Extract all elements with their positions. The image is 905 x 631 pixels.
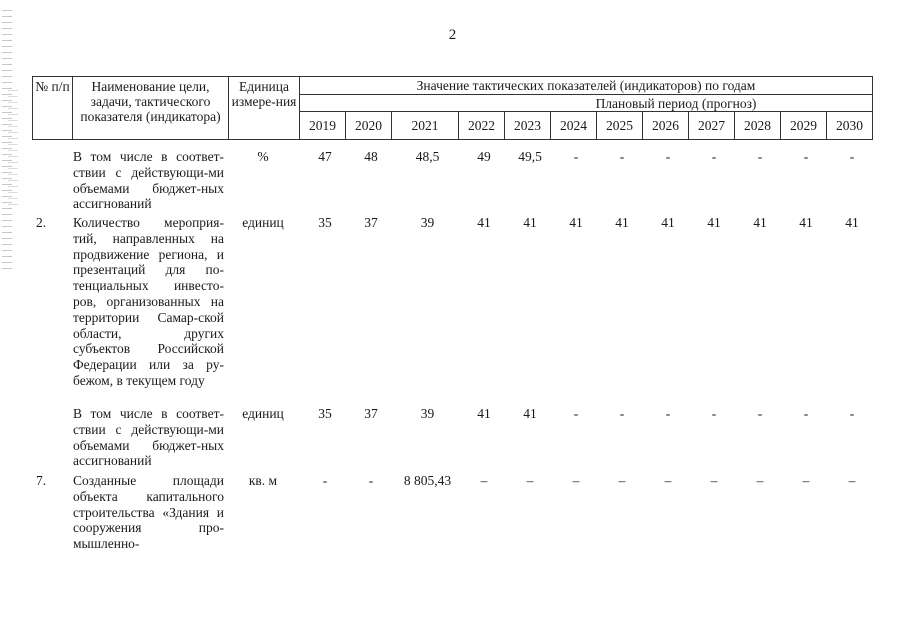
year-value: – (526, 473, 534, 488)
year-value: 39 (420, 406, 435, 421)
unit-of-measure: единиц (242, 406, 284, 421)
year-value: 41 (615, 215, 629, 230)
row-number: 7. (36, 473, 47, 488)
year-value: - (803, 406, 809, 421)
year-value: 49,5 (518, 149, 542, 164)
unit-of-measure: единиц (242, 215, 284, 230)
indicator-name: В том числе в соответ-ствии с действующи-ми объемами бюджет-ных ассигнований (73, 406, 224, 469)
header-year: 2028 (735, 112, 781, 140)
header-year: 2027 (689, 112, 735, 140)
year-value: - (665, 406, 671, 421)
year-value: – (756, 473, 764, 488)
indicator-name: Количество мероприя-тий, направленных на продвижение региона, и презентаций для по-тенциальных инвесто-ров, организованных на территории Самар-ской области, других субъектов Российской Федерации или за ру-бежом, в текущем году (73, 215, 224, 388)
year-value: 39 (420, 215, 435, 230)
year-value: - (322, 473, 328, 488)
header-year: 2026 (643, 112, 689, 140)
year-value: 35 (318, 215, 332, 230)
year-value: - (757, 406, 763, 421)
header-plan-period: Плановый период (прогноз) (300, 95, 873, 112)
indicator-name: В том числе в соответ-ствии с действующи-ми объемами бюджет-ных ассигнований (73, 149, 224, 212)
year-value: - (849, 406, 855, 421)
year-value: 48 (364, 149, 378, 164)
header-year: 2030 (827, 112, 873, 140)
header-year: 2024 (551, 112, 597, 140)
unit-of-measure: кв. м (248, 473, 278, 488)
year-value: - (803, 149, 809, 164)
year-value: 41 (523, 406, 537, 421)
year-value: - (368, 473, 374, 488)
scan-artifact (8, 90, 18, 210)
header-number: № п/п (33, 77, 73, 140)
year-value: 49 (477, 149, 491, 164)
year-value: 41 (799, 215, 813, 230)
header-year: 2019 (300, 112, 346, 140)
year-value: - (711, 406, 717, 421)
year-value: - (711, 149, 717, 164)
header-year: 2029 (781, 112, 827, 140)
year-value: 35 (318, 406, 332, 421)
year-value: - (665, 149, 671, 164)
header-year: 2022 (459, 112, 505, 140)
row-number: 2. (36, 215, 47, 230)
year-value: - (849, 149, 855, 164)
header-year: 2021 (392, 112, 459, 140)
header-name: Наименование цели, задачи, тактического показателя (индикатора) (73, 77, 229, 140)
year-value: - (619, 149, 625, 164)
year-value: 41 (477, 215, 491, 230)
year-value: – (802, 473, 810, 488)
header-unit: Единица измере-ния (229, 77, 300, 140)
year-value: – (618, 473, 626, 488)
header-year: 2023 (505, 112, 551, 140)
year-value: 41 (753, 215, 767, 230)
year-value: 48,5 (415, 149, 440, 164)
header-values: Значение тактических показателей (индикаторов) по годам (300, 77, 873, 95)
year-value: – (480, 473, 488, 488)
year-value: 41 (569, 215, 583, 230)
header-year: 2025 (597, 112, 643, 140)
year-value: 8 805,43 (403, 473, 452, 488)
page-number: 2 (448, 27, 457, 43)
year-value: – (572, 473, 580, 488)
year-value: - (619, 406, 625, 421)
indicator-name: Созданные площади объекта капитального строительства «Здания и сооружения про-мышленно- (73, 473, 224, 552)
year-value: - (573, 149, 579, 164)
header-year: 2020 (346, 112, 392, 140)
year-value: 37 (364, 215, 378, 230)
year-value: - (573, 406, 579, 421)
year-value: 41 (661, 215, 675, 230)
year-value: 37 (364, 406, 378, 421)
indicator-table-header (32, 76, 873, 140)
year-value: 41 (477, 406, 491, 421)
year-value: 41 (845, 215, 859, 230)
unit-of-measure: % (257, 149, 269, 164)
year-value: 41 (523, 215, 537, 230)
year-value: – (664, 473, 672, 488)
year-value: - (757, 149, 763, 164)
year-value: 47 (318, 149, 332, 164)
year-value: 41 (707, 215, 721, 230)
year-value: – (848, 473, 856, 488)
year-value: – (710, 473, 718, 488)
